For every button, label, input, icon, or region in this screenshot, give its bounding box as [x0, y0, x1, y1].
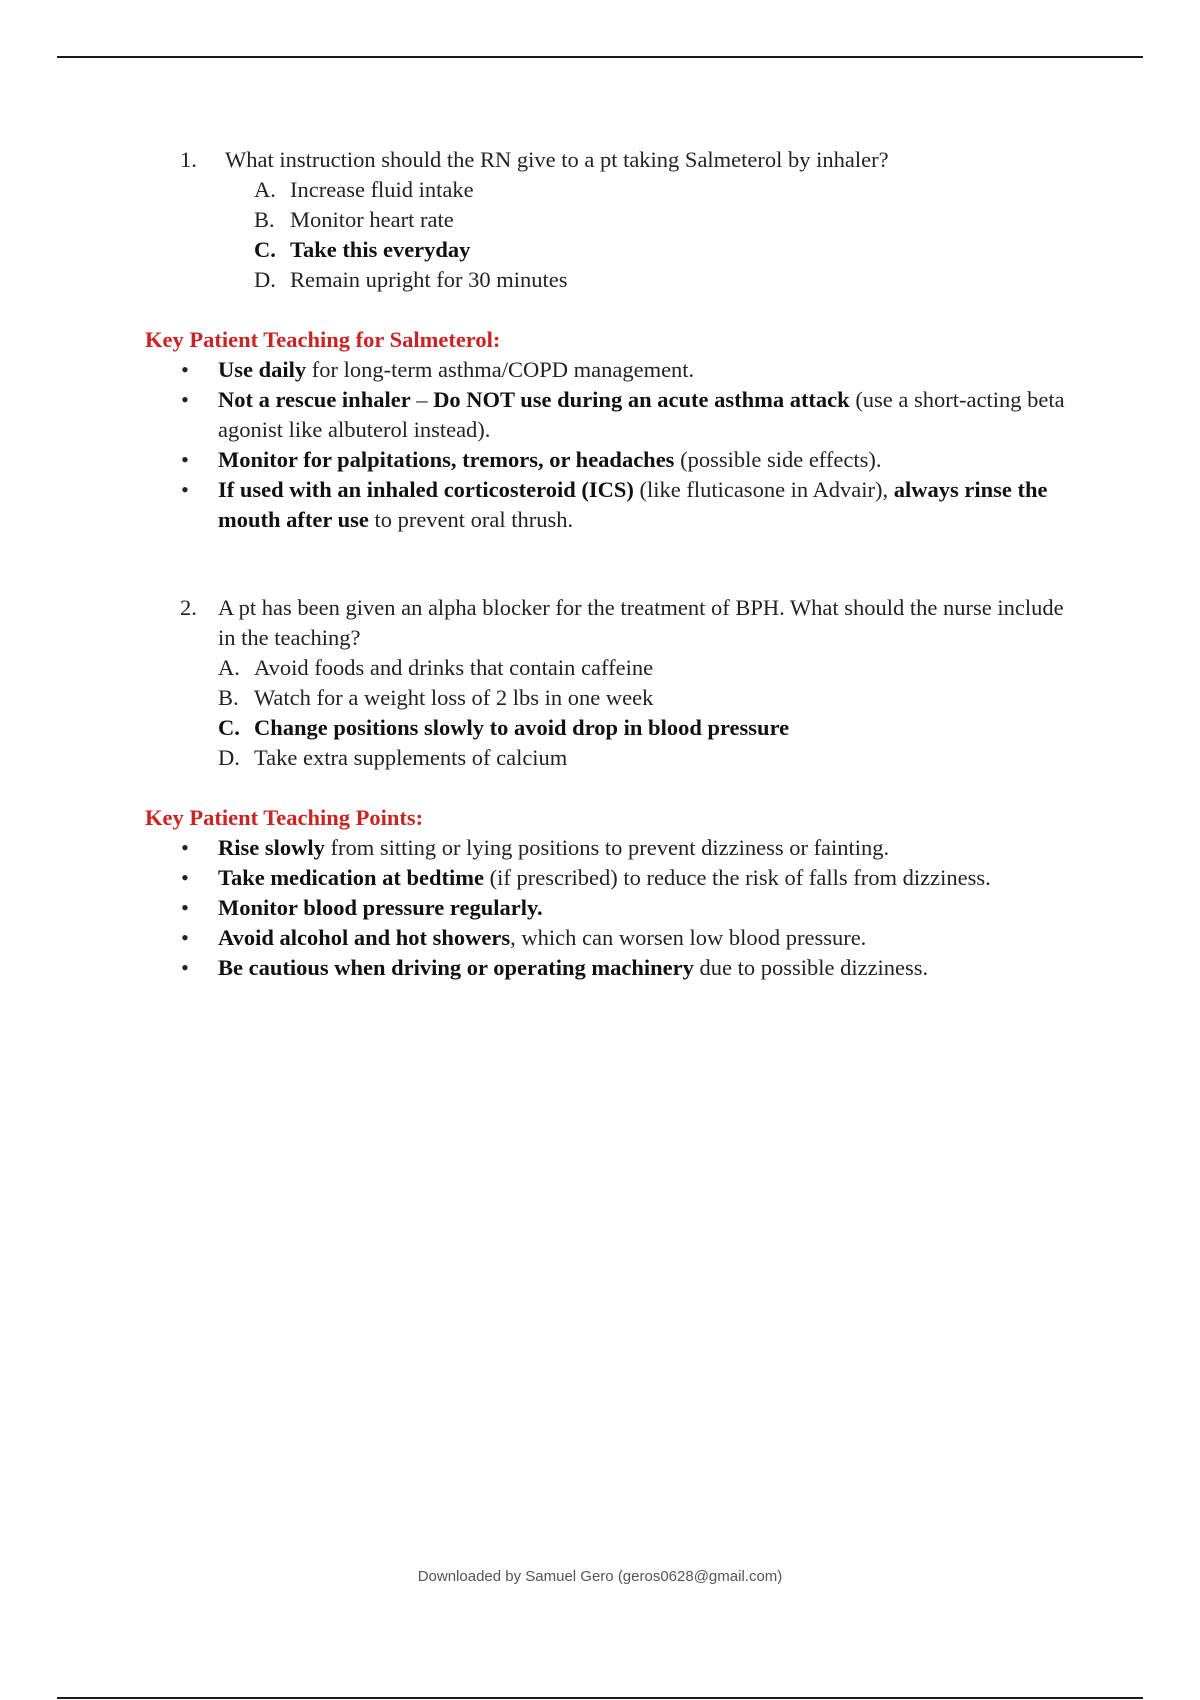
- list-item: • Be cautious when driving or operating machinery due to possible dizziness.: [181, 955, 929, 980]
- teaching-list: [145, 355, 1095, 535]
- option-b: B. Monitor heart rate: [254, 207, 454, 232]
- option-c-correct: C. Take this everyday: [254, 237, 471, 262]
- option-d: D. Take extra supplements of calcium: [218, 745, 568, 770]
- download-footer: Downloaded by Samuel Gero (geros0628@gmail.com): [417, 1568, 783, 1585]
- option-d: D. Remain upright for 30 minutes: [254, 267, 568, 292]
- option-a: A. Avoid foods and drinks that contain caffeine: [218, 655, 654, 680]
- question-stem: What instruction should the RN give to a pt taking Salmeterol by inhaler?: [225, 147, 889, 172]
- top-rule: [57, 56, 1143, 58]
- question-number: 2.: [180, 595, 197, 620]
- option-b: B. Watch for a weight loss of 2 lbs in one week: [218, 685, 654, 710]
- list-item: • Take medication at bedtime (if prescribed) to reduce the risk of falls from dizziness.: [181, 865, 991, 890]
- list-item: • Use daily for long-term asthma/COPD management.: [181, 357, 695, 382]
- list-item: • Monitor blood pressure regularly.: [181, 895, 543, 920]
- section-heading: Key Patient Teaching Points:: [145, 805, 424, 830]
- answer-options: [218, 653, 789, 773]
- list-item: • Not a rescue inhaler – Do NOT use during an acute asthma attack (use a short-acting beta agonist like albuterol instead).: [181, 387, 1065, 442]
- teaching-section-salmeterol: [145, 325, 1095, 535]
- teaching-section-alpha-blocker: [145, 803, 1095, 983]
- list-item: • Monitor for palpitations, tremors, or headaches (possible side effects).: [181, 447, 882, 472]
- bottom-rule: [57, 1697, 1143, 1699]
- teaching-list: [145, 833, 1095, 983]
- list-item: • Rise slowly from sitting or lying positions to prevent dizziness or fainting.: [181, 835, 890, 860]
- option-c-correct: C. Change positions slowly to avoid drop in blood pressure: [218, 715, 790, 740]
- section-heading: Key Patient Teaching for Salmeterol:: [145, 327, 501, 352]
- list-item: • Avoid alcohol and hot showers, which can worsen low blood pressure.: [181, 925, 867, 950]
- option-a: A. Increase fluid intake: [254, 177, 474, 202]
- list-item: • If used with an inhaled corticosteroid (ICS) (like fluticasone in Advair), always rinse the mouth after use to prevent oral thrush.: [181, 477, 1048, 532]
- question-number: 1.: [180, 147, 197, 172]
- answer-options: [254, 175, 567, 295]
- question-stem: A pt has been given an alpha blocker for the treatment of BPH. What should the nurse include in the teaching?: [218, 595, 1064, 650]
